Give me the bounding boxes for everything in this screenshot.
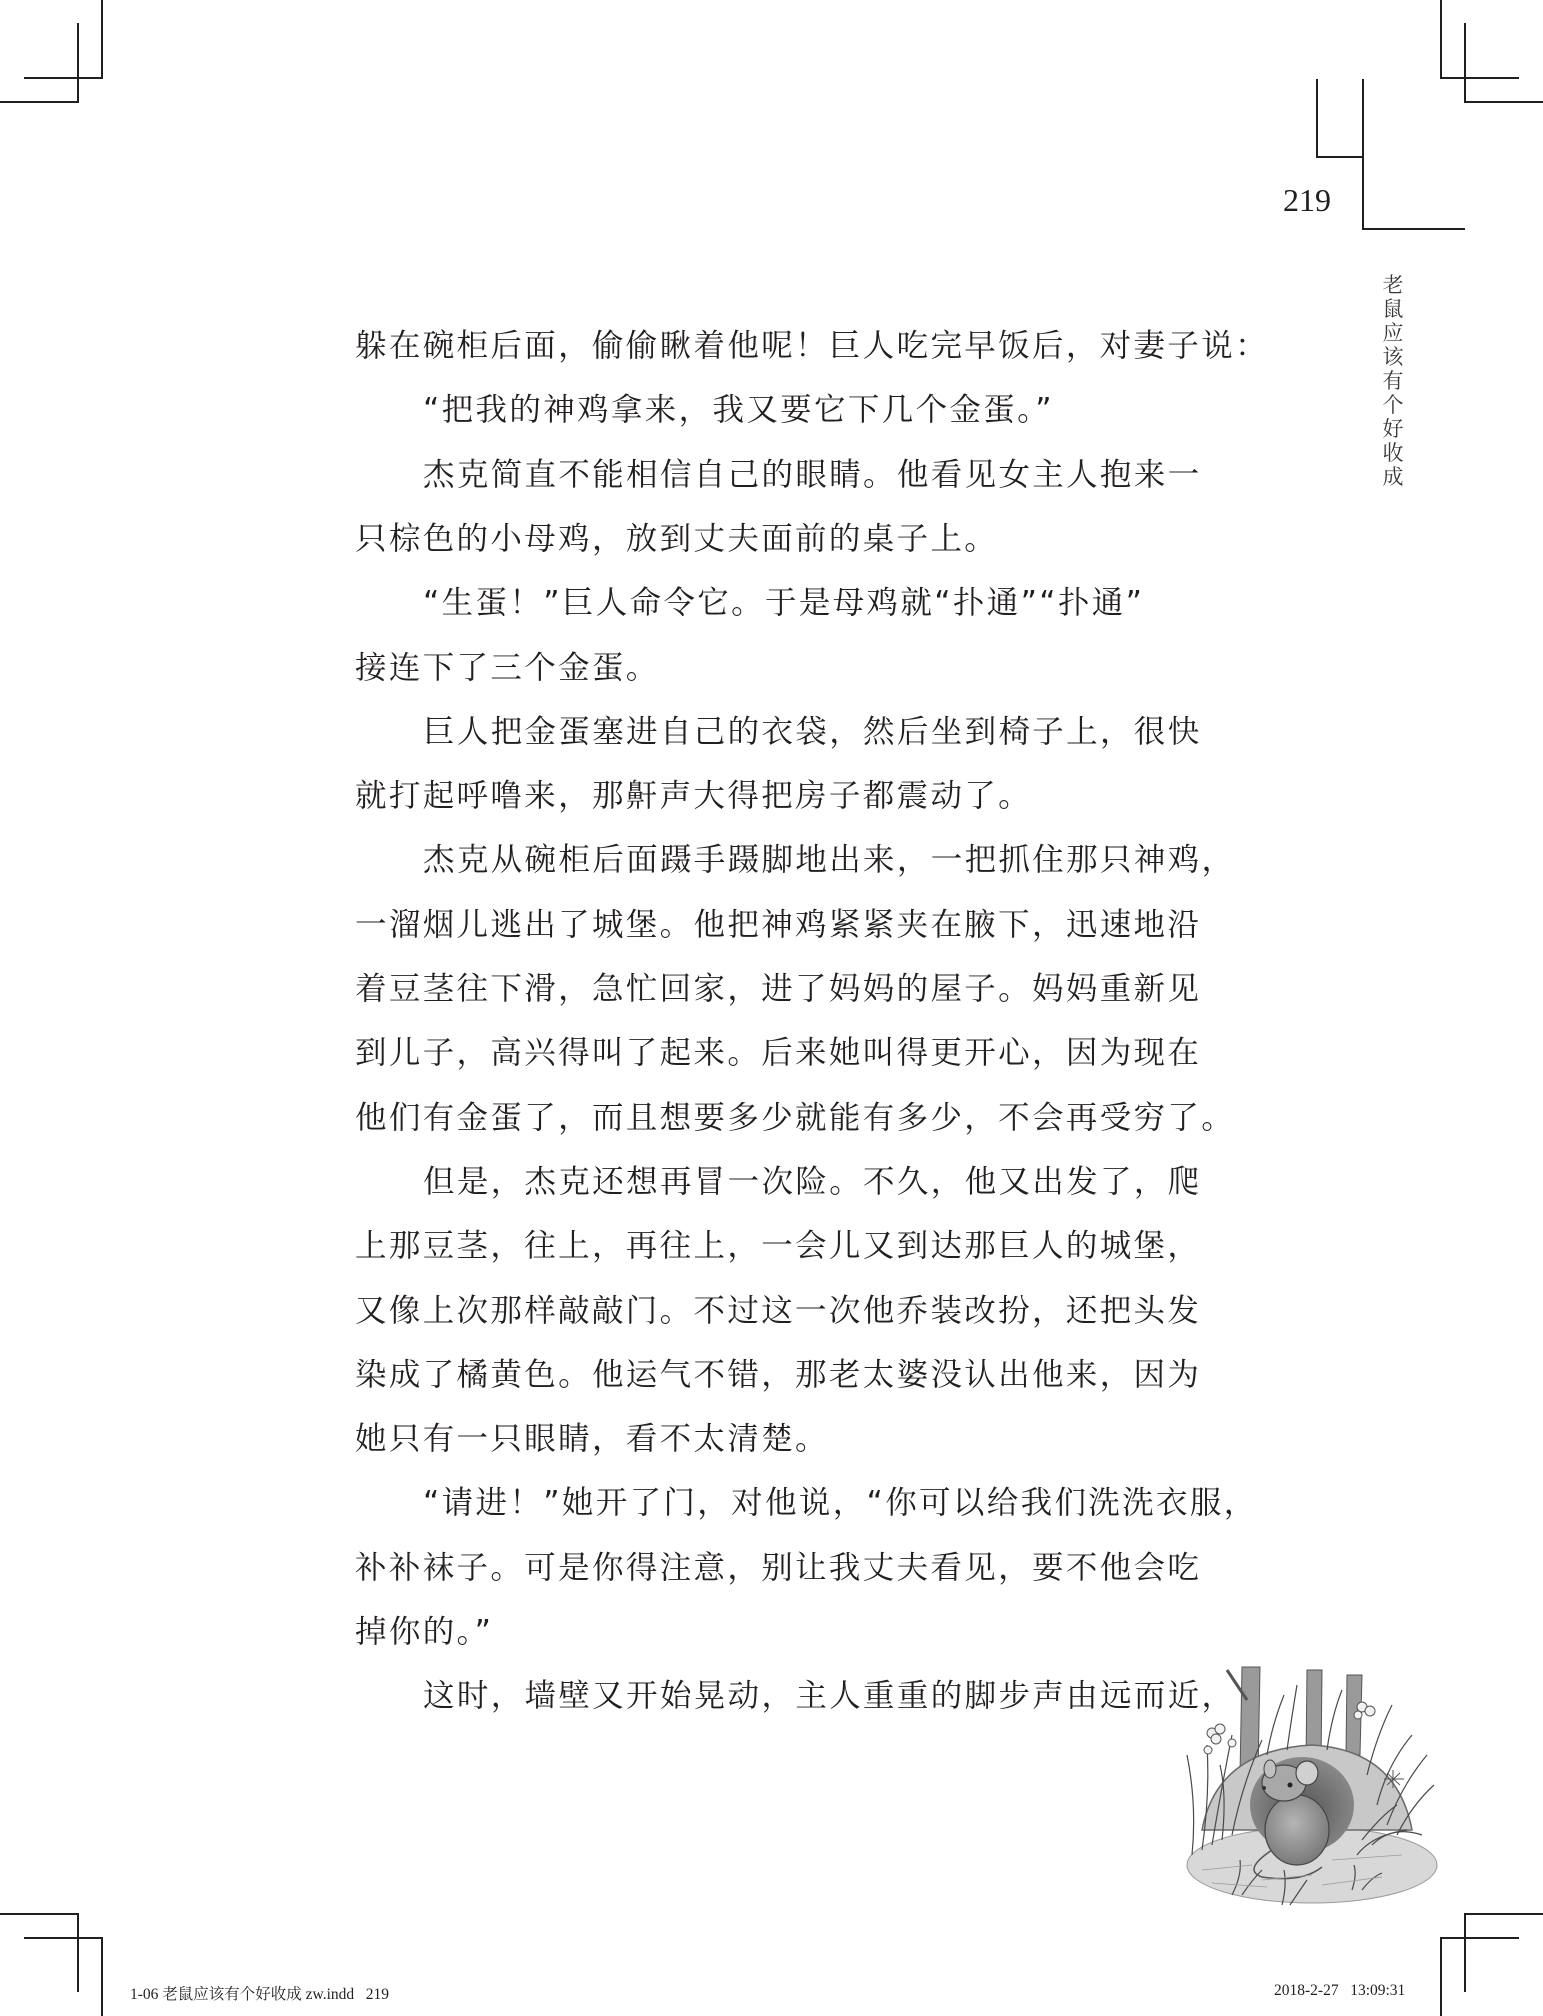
crop-mark-top-left-inner-h — [0, 101, 79, 103]
running-title-char: 收 — [1382, 441, 1404, 465]
text-line: 补补袜子。可是你得注意，别让我丈夫看见，要不他会吃 — [355, 1549, 1202, 1586]
crop-mark-top-right-outer-v — [1440, 0, 1442, 79]
header-ornament-left-h — [1316, 156, 1363, 158]
text-line: 他们有金蛋了，而且想要多少就能有多少，不会再受穷了。 — [355, 1099, 1236, 1136]
text-line: 到儿子，高兴得叫了起来。后来她叫得更开心，因为现在 — [355, 1035, 1202, 1072]
text-line: “把我的神鸡拿来，我又要它下几个金蛋。” — [423, 392, 1054, 429]
crop-mark-bottom-left-outer-h — [0, 1913, 79, 1915]
running-title-char: 有 — [1382, 369, 1404, 393]
crop-mark-top-left-outer-v — [101, 0, 103, 79]
text-line: 她只有一只眼睛，看不太清楚。 — [355, 1421, 829, 1458]
crop-mark-top-left-outer-h — [24, 77, 103, 79]
text-line: 上那豆茎，往上，再往上，一会儿又到达那巨人的城堡， — [355, 1228, 1202, 1265]
running-title-char: 应 — [1382, 321, 1404, 345]
crop-mark-bottom-left-inner-v — [101, 1937, 103, 2016]
text-line: 巨人把金蛋塞进自己的衣袋，然后坐到椅子上，很快 — [423, 713, 1202, 750]
crop-mark-top-left-inner-v — [77, 23, 79, 103]
crop-mark-bottom-right-inner-v — [1440, 1937, 1442, 2016]
header-ornament-bottom-h — [1362, 228, 1465, 230]
running-title-vertical — [1380, 273, 1406, 489]
text-line: 一溜烟儿逃出了城堡。他把神鸡紧紧夹在腋下，迅速地沿 — [355, 906, 1202, 943]
text-line: 只棕色的小母鸡，放到丈夫面前的桌子上。 — [355, 520, 999, 557]
footer-timestamp: 2018-2-27 13:09:31 — [1274, 1982, 1406, 1999]
crop-mark-top-right-inner-h — [1464, 101, 1543, 103]
text-line: 杰克从碗柜后面蹑手蹑脚地出来，一把抓住那只神鸡， — [423, 842, 1236, 879]
crop-mark-bottom-right-inner-h — [1440, 1937, 1519, 1939]
page-number: 219 — [1283, 182, 1331, 218]
running-title-char: 该 — [1382, 345, 1404, 369]
text-line: 杰克简直不能相信自己的眼睛。他看见女主人抱来一 — [423, 456, 1202, 493]
running-title-char: 好 — [1382, 417, 1404, 441]
running-title-char: 个 — [1382, 393, 1404, 417]
text-line: 掉你的。” — [355, 1614, 494, 1650]
header-ornament-right-v — [1362, 79, 1364, 230]
text-line: 这时，墙壁又开始晃动，主人重重的脚步声由远而近， — [423, 1678, 1236, 1715]
text-line: 染成了橘黄色。他运气不错，那老太婆没认出他来，因为 — [355, 1356, 1202, 1393]
text-line: 接连下了三个金蛋。 — [355, 649, 660, 686]
text-line: “请进！”她开了门，对他说，“你可以给我们洗洗衣服， — [423, 1485, 1258, 1522]
running-title-char: 鼠 — [1382, 297, 1404, 321]
crop-mark-top-right-inner-v — [1464, 23, 1466, 103]
running-title-char: 老 — [1382, 273, 1404, 297]
crop-mark-bottom-right-outer-h — [1464, 1913, 1543, 1915]
crop-mark-top-right-outer-h — [1440, 77, 1519, 79]
crop-mark-bottom-left-outer-v — [77, 1913, 79, 1992]
text-line: 躲在碗柜后面，偷偷瞅着他呢！巨人吃完早饭后，对妻子说： — [355, 328, 1269, 364]
text-line: “生蛋！”巨人命令它。于是母鸡就“扑通”“扑通” — [423, 585, 1145, 622]
crop-mark-bottom-left-inner-h — [24, 1937, 103, 1939]
text-line: 着豆茎往下滑，急忙回家，进了妈妈的屋子。妈妈重新见 — [355, 971, 1202, 1007]
crop-mark-bottom-right-outer-v — [1464, 1913, 1466, 1992]
header-ornament-left-v — [1316, 79, 1318, 158]
text-line: 又像上次那样敲敲门。不过这一次他乔装改扮，还把头发 — [355, 1292, 1202, 1329]
text-line: 就打起呼噜来，那鼾声大得把房子都震动了。 — [355, 778, 1033, 815]
mouse-burrow-illustration — [1172, 1655, 1440, 1910]
footer-file-info: 1-06 老鼠应该有个好收成 zw.indd 219 — [130, 1986, 390, 2003]
text-line: 但是，杰克还想再冒一次险。不久，他又出发了，爬 — [423, 1163, 1202, 1200]
running-title-char: 成 — [1382, 465, 1404, 489]
